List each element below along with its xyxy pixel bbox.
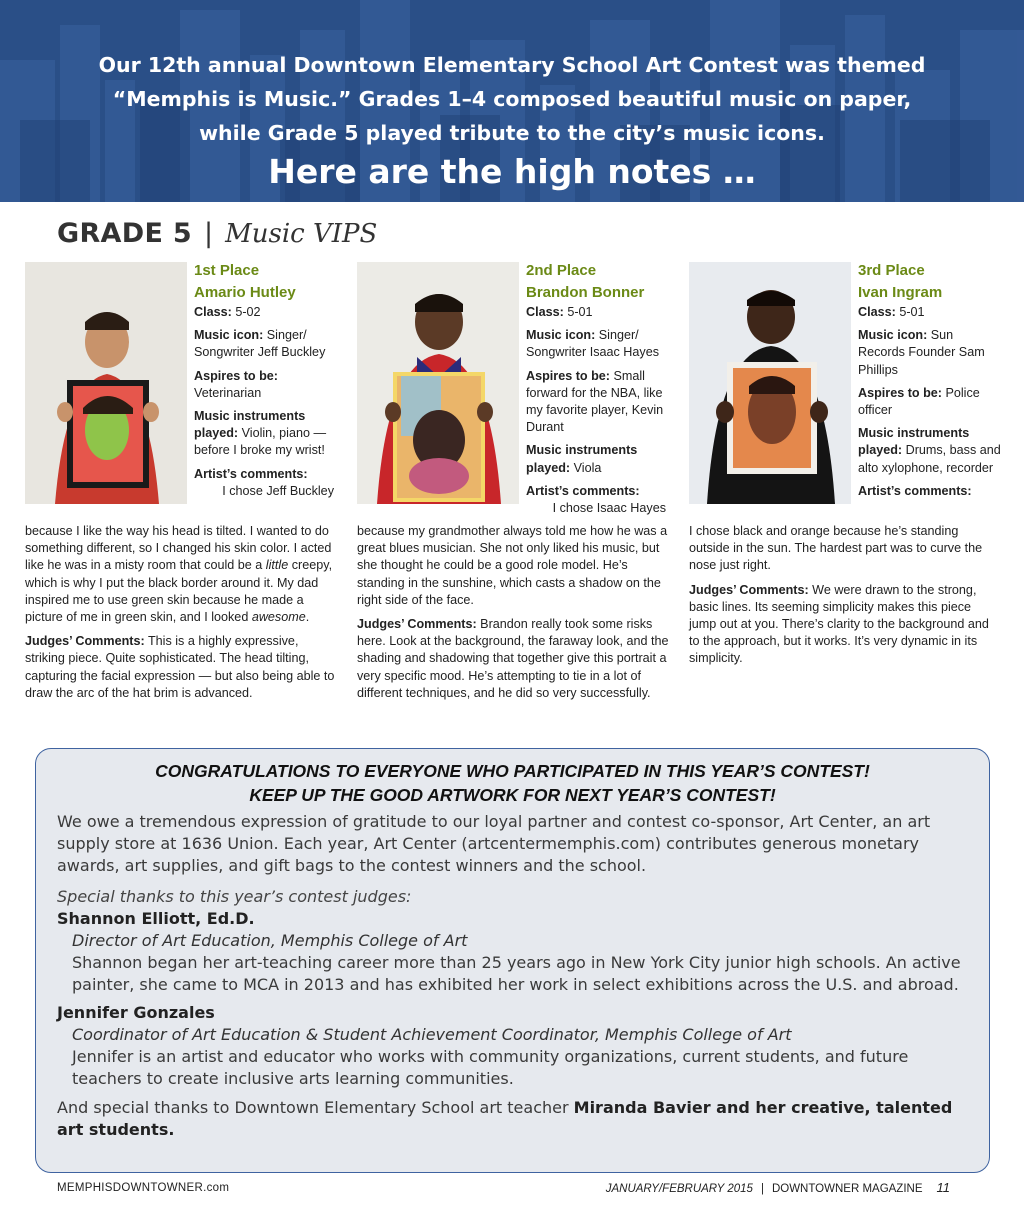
intro-line-1: Our 12th annual Downtown Elementary School Art Contest was themed xyxy=(98,53,926,77)
instruments-label: Music instruments played: xyxy=(526,443,638,475)
student-photo xyxy=(357,262,519,504)
judges-comments: Judges’ Comments: We were drawn to the strong, basic lines. Its seeming simplicity makes this piece jump out at you. There’s clarity to the background and to the approach, but it works. It’s very dynamic in its simplicity. xyxy=(689,582,989,666)
judges-comments: Judges’ Comments: This is a highly expressive, striking piece. Quite sophisticated. The head tilting, capturing the facial expression — but also being able to draw the arc of the hat brim is advanced. xyxy=(25,634,335,700)
footer-separator: | xyxy=(760,1183,764,1195)
entry-details xyxy=(858,260,1002,500)
class-label: Class: xyxy=(526,305,564,319)
artist-comments-lead: I chose Isaac Hayes xyxy=(552,501,666,516)
judges-comments: Judges’ Comments: Brandon really took some risks here. Look at the background, the faraway look, and the shading and shadowing that together give this portrait a very specific mood. He’s attempting to tie in a lot of different techniques, and he did so very successfully. xyxy=(357,617,669,700)
music-icon-value: Singer/ Songwriter Isaac Hayes xyxy=(526,328,659,360)
judge-bio: Jennifer is an artist and educator who works with community organizations, current students, and future teachers to create inclusive arts learning communities. xyxy=(72,1047,909,1088)
aspires-value: Police officer xyxy=(858,385,980,418)
class-label: Class: xyxy=(858,305,896,319)
final-thanks: And special thanks to Downtown Elementary School art teacher Miranda Bavier and her creative, talented art students. xyxy=(57,1098,953,1139)
grade-subtitle: Music VIPS xyxy=(225,219,378,249)
artist-comments-label: Artist’s comments: xyxy=(194,466,308,481)
instruments-label: Music instruments played: xyxy=(858,426,970,458)
music-icon-label: Music icon: xyxy=(526,328,596,343)
judges-intro: Special thanks to this year’s contest judges: xyxy=(57,887,412,906)
congratulations-line-2: KEEP UP THE GOOD ARTWORK FOR NEXT YEAR’S CONTEST! xyxy=(249,785,776,805)
artist-comments-text: I chose black and orange because he’s standing outside in the sun. The hardest part was to curve the nose just right. xyxy=(689,524,983,573)
music-icon-value: Sun Records Founder Sam Phillips xyxy=(858,328,985,377)
instruments-value: Violin, piano — before I broke my wrist! xyxy=(194,426,327,458)
judge-bio: Shannon began her art-teaching career more than 25 years ago in New York City junior high schools. An active painter, she came to MCA in 2013 and has exhibited her work in select exhibitions across the U.S. and abroad. xyxy=(72,953,961,994)
class-value: 5-01 xyxy=(567,305,593,319)
artist-comments-text: because my grandmother always told me how he was a great blues musician. She not only liked his music, but she thought he could be a good role model. He’s standing in the sunshine, which casts a shadow on the right side of the face. xyxy=(357,524,668,607)
entry-comments xyxy=(25,523,337,709)
intro-text xyxy=(60,48,964,150)
entry-details xyxy=(194,260,338,500)
aspires-value: Small forward for the NBA, like my favorite player, Kevin Durant xyxy=(526,368,664,435)
student-photo xyxy=(25,262,187,504)
aspires-label: Aspires to be: xyxy=(526,368,610,383)
judge-name: Jennifer Gonzales xyxy=(57,1003,215,1022)
instruments-label: Music instruments played: xyxy=(194,409,306,441)
judge-title: Coordinator of Art Education & Student Achievement Coordinator, Memphis College of Art xyxy=(72,1025,792,1044)
place-label: 1st Place xyxy=(194,262,260,279)
entry-details xyxy=(526,260,670,517)
instruments-value: Drums, bass and alto xylophone, recorder xyxy=(858,443,1001,475)
intro-line-3: while Grade 5 played tribute to the city’s music icons. xyxy=(199,121,825,145)
student-name: Brandon Bonner xyxy=(526,284,645,301)
congratulations-line-1: CONGRATULATIONS TO EVERYONE WHO PARTICIPATED IN THIS YEAR’S CONTEST! xyxy=(155,761,870,781)
class-label: Class: xyxy=(194,305,232,319)
heading-separator: | xyxy=(204,218,214,249)
issue-date: JANUARY/FEBRUARY 2015 xyxy=(605,1183,753,1195)
artist-comments-text: because I like the way his head is tilted. I wanted to do something different, so I changed his skin color. I acted like he was in a misty room that could be a little creepy, which is why I put the black border around it. My dad inspired me to use green skin because he made a picture of me in green skin, and I looked awesome. xyxy=(25,524,333,625)
gratitude-paragraph: We owe a tremendous expression of gratitude to our loyal partner and contest co-sponsor, Art Center, an art supply store at 1636 Union. Each year, Art Center (artcentermemphis.com) contributes generous monetary awards, art supplies, and gift bags to the contest winners and the school. xyxy=(57,812,931,875)
aspires-label: Aspires to be: xyxy=(194,368,278,383)
entry-comments xyxy=(689,523,1001,675)
judge-title: Director of Art Education, Memphis College of Art xyxy=(72,931,468,950)
music-icon-value: Singer/ Songwriter Jeff Buckley xyxy=(194,328,326,360)
grade-label: GRADE 5 xyxy=(57,218,192,249)
footer-site-link[interactable]: MEMPHISDOWNTOWNER.com xyxy=(57,1182,230,1194)
header-banner xyxy=(0,0,1024,202)
artist-comments-label: Artist’s comments: xyxy=(858,483,972,498)
magazine-name: DOWNTOWNER MAGAZINE xyxy=(771,1183,923,1195)
artist-comments-lead: I chose Jeff Buckley xyxy=(222,483,334,498)
congratulations-heading xyxy=(36,759,989,807)
grade-heading xyxy=(57,218,377,258)
class-value: 5-01 xyxy=(899,305,925,319)
music-icon-label: Music icon: xyxy=(194,328,264,343)
aspires-label: Aspires to be: xyxy=(858,385,942,400)
intro-line-2: “Memphis is Music.” Grades 1–4 composed beautiful music on paper, xyxy=(112,87,912,111)
student-name: Amario Hutley xyxy=(194,284,296,301)
page-number: 11 xyxy=(936,1180,950,1195)
entry-comments xyxy=(357,523,669,709)
artist-comments-label: Artist’s comments: xyxy=(526,483,640,498)
class-value: 5-02 xyxy=(235,305,261,319)
tagline: Here are the high notes … xyxy=(268,152,756,191)
student-photo xyxy=(689,262,851,504)
instruments-value: Viola xyxy=(573,460,602,475)
aspires-value: Veterinarian xyxy=(194,385,262,400)
judge-name: Shannon Elliott, Ed.D. xyxy=(57,909,255,928)
thanks-body xyxy=(57,811,969,1141)
footer-issue-info xyxy=(606,1180,950,1195)
student-name: Ivan Ingram xyxy=(858,284,943,301)
place-label: 2nd Place xyxy=(526,262,597,279)
place-label: 3rd Place xyxy=(858,262,925,279)
thanks-box xyxy=(35,748,990,1173)
music-icon-label: Music icon: xyxy=(858,328,928,343)
